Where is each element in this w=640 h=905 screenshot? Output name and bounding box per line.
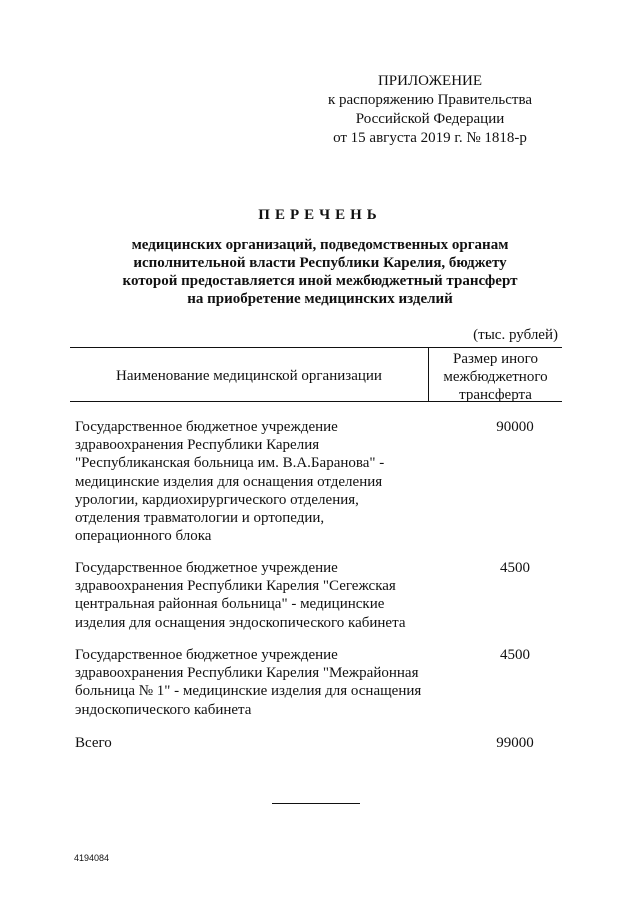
organization-name — [75, 418, 435, 545]
organization-name-line: здравоохранения Республики Карелия "Межрайонная — [75, 665, 419, 682]
subtitle-line: медицинских организаций, подведомственных органам — [131, 237, 509, 253]
organization-name-line: эндоскопического кабинета — [75, 701, 252, 718]
document-code: 4194084 — [74, 853, 110, 863]
organization-name-line: операционного блока — [75, 528, 212, 545]
appendix-title: ПРИЛОЖЕНИЕ — [377, 73, 483, 89]
subtitle-line: на приобретение медицинских изделий — [187, 291, 453, 307]
organization-name — [75, 559, 435, 632]
total-amount: 99000 — [496, 735, 534, 751]
appendix-line-3: от 15 августа 2019 г. № 1818-р — [333, 130, 527, 146]
header-amount-line: Размер иного — [453, 351, 538, 367]
units-note: (тыс. рублей) — [473, 327, 558, 343]
organization-name-line: здравоохранения Республики Карелия — [75, 437, 320, 454]
organization-name-line: центральная районная больница" - медицинские — [75, 596, 385, 613]
appendix-line-1: к распоряжению Правительства — [327, 92, 532, 108]
organization-name-line: медицинские изделия для оснащения отделения — [75, 473, 383, 490]
header-transfer-amount — [429, 350, 562, 404]
total-label: Всего — [75, 735, 112, 751]
organization-name-line: Государственное бюджетное учреждение — [75, 419, 338, 435]
organization-name-line: Государственное бюджетное учреждение — [75, 560, 338, 576]
document-title: ПЕРЕЧЕНЬ — [258, 207, 382, 223]
transfer-amount: 4500 — [500, 560, 530, 576]
document-subtitle — [80, 236, 560, 308]
organization-name-line: здравоохранения Республики Карелия "Сегежская — [75, 578, 396, 595]
table-top-rule — [70, 347, 562, 348]
appendix-block — [310, 72, 550, 148]
header-amount-line: трансферта — [459, 387, 532, 403]
organization-name-line: "Республиканская больница им. В.А.Баранова" - — [75, 455, 385, 472]
transfer-amount: 90000 — [496, 419, 534, 435]
organization-name-line: отделения травматологии и ортопедии, — [75, 510, 325, 527]
organization-name-line: урологии, кардиохирургического отделения, — [75, 491, 359, 508]
organization-name-line: больница № 1" - медицинские изделия для оснащения — [75, 683, 422, 700]
organization-name-line: изделия для оснащения эндоскопического кабинета — [75, 614, 406, 631]
header-amount-line: межбюджетного — [443, 369, 548, 385]
organization-name-line: Государственное бюджетное учреждение — [75, 647, 338, 663]
subtitle-line: которой предоставляется иной межбюджетный трансферт — [122, 273, 518, 289]
transfer-amount: 4500 — [500, 647, 530, 663]
subtitle-line: исполнительной власти Республики Карелия, бюджету — [133, 255, 507, 271]
header-organization-name: Наименование медицинской организации — [116, 368, 382, 384]
appendix-line-2: Российской Федерации — [355, 111, 505, 127]
closing-rule — [272, 803, 360, 804]
organization-name — [75, 646, 435, 719]
